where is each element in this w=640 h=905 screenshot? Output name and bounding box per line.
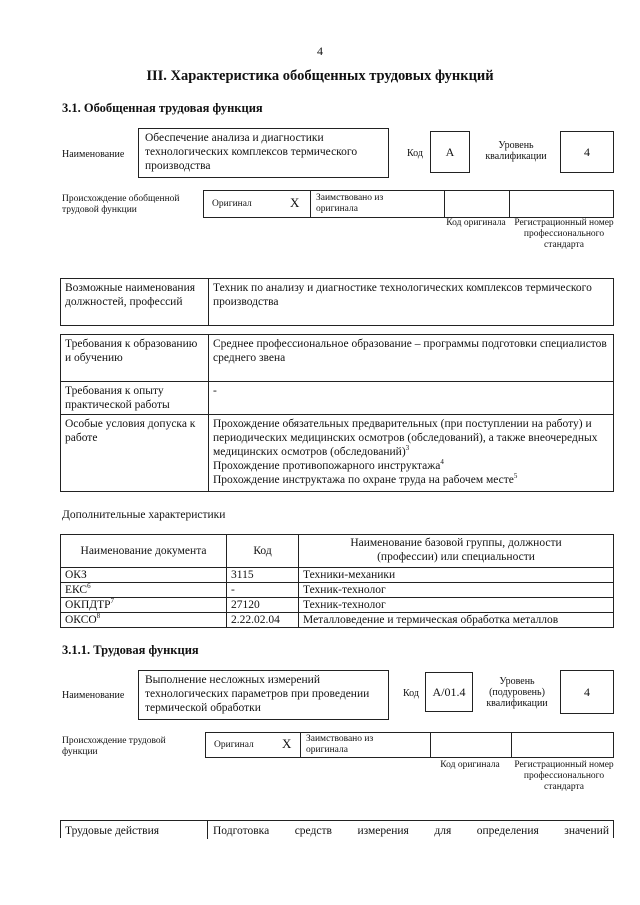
tf-level-value: 4 [560, 670, 614, 714]
gtf-borrowed-label: Заимствовано из оригинала [316, 193, 384, 214]
page-number: 4 [317, 44, 323, 58]
gtf-code-original-label: Код оригинала [446, 218, 506, 228]
gtf-origin-label: Происхождение обобщенной трудовой функции [62, 194, 180, 215]
table-row [61, 598, 614, 613]
tf-borrowed-label: Заимствовано из оригинала [306, 734, 374, 755]
tf-origin-row [205, 732, 614, 758]
name-cell: Техники-механики [299, 568, 614, 583]
positions-value: Техник по анализу и диагностике технологических комплексов термического производства [209, 279, 614, 326]
tf-name-label: Наименование [62, 690, 125, 701]
special-conditions-line: Прохождение инструктажа по охране труда на рабочем месте [213, 474, 514, 486]
tf-code-value: A/01.4 [425, 672, 473, 712]
gtf-name-label: Наименование [62, 149, 125, 160]
education-label: Требования к образованию и обучению [61, 335, 209, 382]
name-cell: Техник-технолог [299, 598, 614, 613]
doc-cell: ЕКС$^6$ [61, 583, 227, 598]
special-conditions-line: Прохождение противопожарного инструктажа [213, 460, 441, 472]
doc-cell: ОКПДТР$^7$ [61, 598, 227, 613]
tf-level-label: Уровень (подуровень) квалификации [486, 676, 548, 709]
tf-name-value: Выполнение несложных измерений технологических параметров при проведении термической обработки [138, 670, 389, 720]
tf-original-label: Оригинал [214, 740, 254, 750]
special-conditions-value [209, 415, 614, 492]
experience-value: - [209, 382, 614, 415]
labor-actions-value: Подготовка средств измерения для определения значений [213, 825, 609, 837]
gtf-code-label: Код [407, 148, 423, 159]
footnote-ref: 4 [440, 458, 444, 467]
tf-heading: 3.1.1. Трудовая функция [62, 643, 199, 657]
doc-cell: ОКЗ [61, 568, 227, 583]
table-row [61, 279, 614, 326]
tf-origin-label: Происхождение трудовой функции [62, 736, 166, 757]
header-document: Наименование документа [61, 535, 227, 568]
requirements-table [60, 278, 614, 492]
code-cell: 27120 [227, 598, 299, 613]
code-cell: 2.22.02.04 [227, 613, 299, 628]
footnote-ref: 3 [405, 444, 410, 453]
education-value: Среднее профессиональное образование – программы подготовки специалистов среднего звена [209, 335, 614, 382]
table-header-row [61, 535, 614, 568]
footnote-ref: 5 [513, 472, 518, 481]
table-row [61, 613, 614, 628]
gtf-code-value: A [430, 131, 470, 173]
table-row [61, 568, 614, 583]
positions-label: Возможные наименования должностей, профессий [61, 279, 209, 326]
special-conditions-label: Особые условия допуска к работе [61, 415, 209, 492]
header-group-name: Наименование базовой группы, должности (профессии) или специальности [299, 535, 614, 568]
name-cell: Металловедение и термическая обработка металлов [299, 613, 614, 628]
additional-table [60, 534, 614, 628]
table-row [61, 382, 614, 415]
gtf-origin-row [203, 190, 614, 218]
table-row [61, 583, 614, 598]
section-title: III. Характеристика обобщенных трудовых функций [146, 68, 494, 84]
gtf-original-mark: X [290, 195, 300, 210]
header-code: Код [227, 535, 299, 568]
gtf-heading: 3.1. Обобщенная трудовая функция [62, 101, 263, 115]
code-cell: - [227, 583, 299, 598]
doc-cell: ОКСО$^8$ [61, 613, 227, 628]
labor-actions-row [60, 820, 614, 838]
tf-code-original-label: Код оригинала [440, 760, 500, 770]
tf-code-label: Код [403, 688, 419, 699]
labor-actions-label: Трудовые действия [65, 825, 160, 837]
experience-label: Требования к опыту практической работы [61, 382, 209, 415]
code-cell: 3115 [227, 568, 299, 583]
table-row [61, 415, 614, 492]
gtf-reg-number-label: Регистрационный номер профессионального стандарта [514, 218, 614, 250]
gtf-level-label: Уровень квалификации [485, 140, 547, 162]
gtf-level-value: 4 [560, 131, 614, 173]
tf-original-mark: X [282, 736, 292, 751]
table-row [61, 335, 614, 382]
tf-reg-number-label: Регистрационный номер профессионального стандарта [514, 760, 614, 792]
special-conditions-line: Прохождение обязательных предварительных (при поступлении на работу) и периодических медицинских осмотров (обследований), а также внеочередных медицинских осмотров (обследований) [213, 418, 598, 458]
name-cell: Техник-технолог [299, 583, 614, 598]
additional-heading: Дополнительные характеристики [62, 509, 226, 521]
gtf-name-value: Обеспечение анализа и диагностики технологических комплексов термического производства [138, 128, 389, 178]
gtf-original-label: Оригинал [212, 199, 252, 209]
